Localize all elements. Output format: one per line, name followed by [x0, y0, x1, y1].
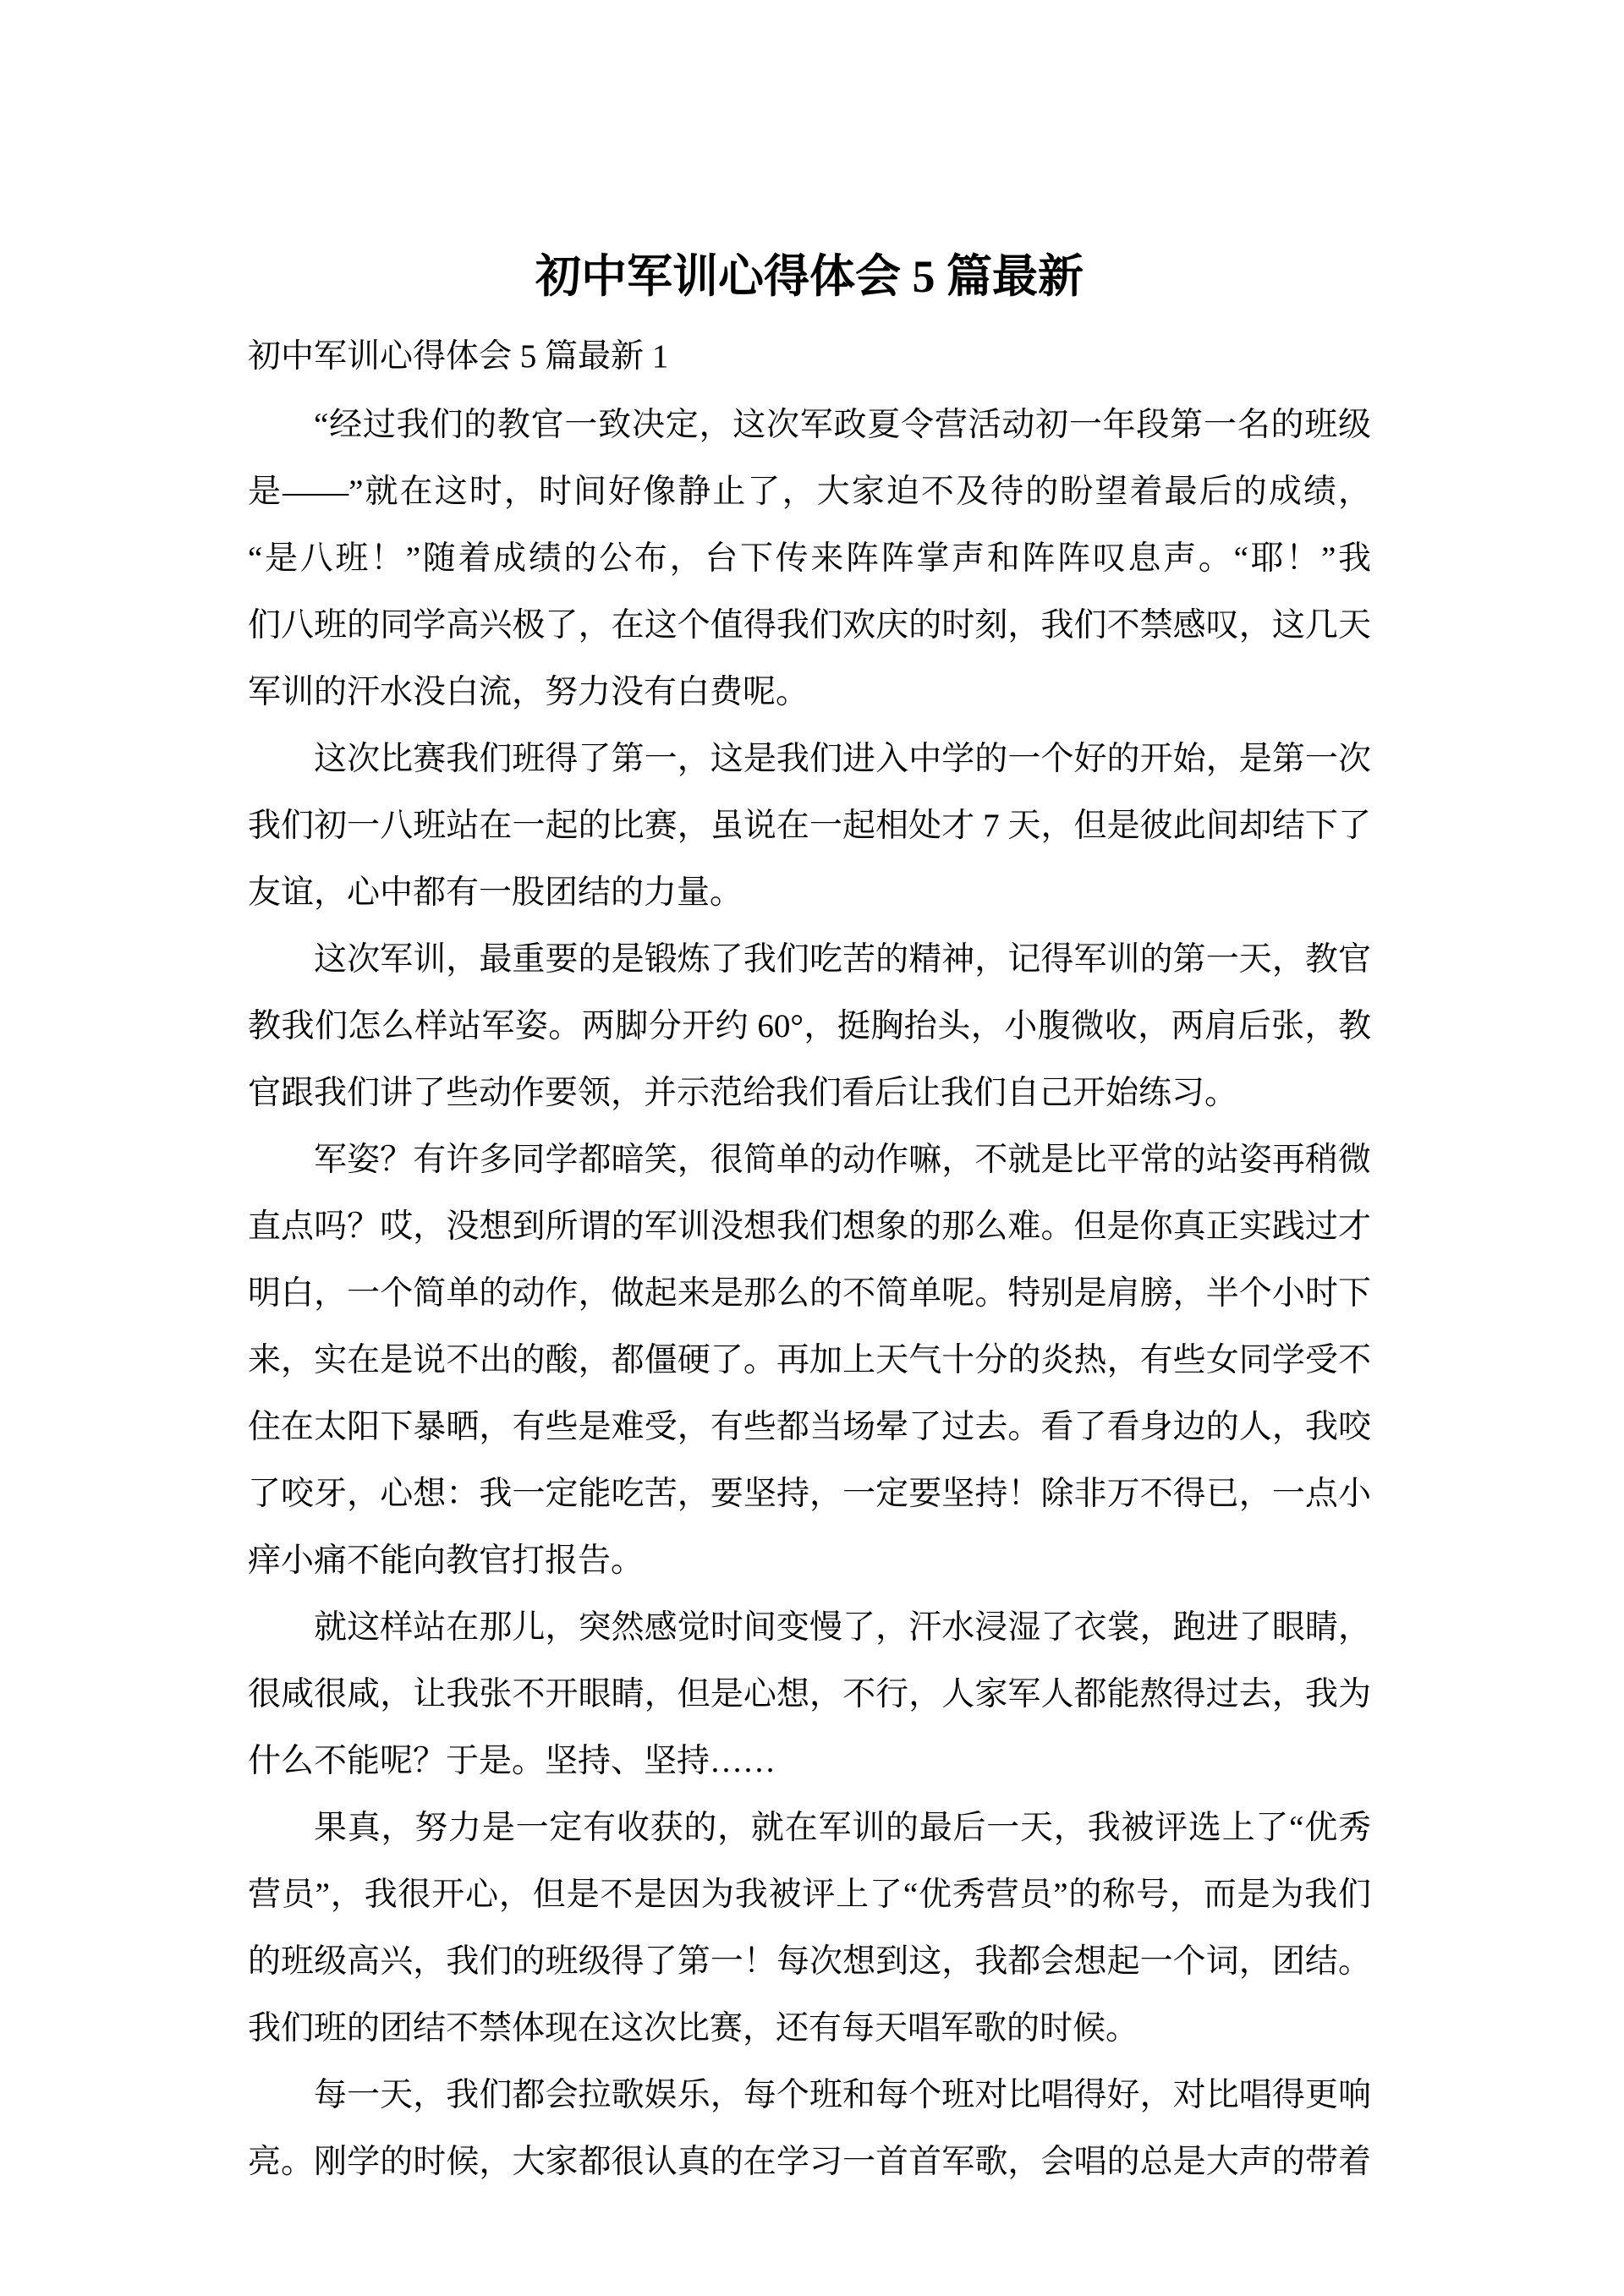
paragraph-line: 很咸很咸，让我张不开眼睛，但是心想，不行，人家军人都能熬得过去，我为 — [248, 1676, 1371, 1712]
paragraph-line: 营员”，我很开心，但是不是因为我被评上了“优秀营员”的称号，而是为我们 — [248, 1877, 1371, 1913]
paragraph-line: 痒小痛不能向教官打报告。 — [248, 1543, 645, 1579]
paragraph-line: 我们班的团结不禁体现在这次比赛，还有每天唱军歌的时候。 — [248, 2010, 1139, 2047]
paragraph-line: 亮。刚学的时候，大家都很认真的在学习一首首军歌，会唱的总是大声的带着 — [248, 2144, 1371, 2180]
paragraph-line: 是——”就在这时，时间好像静止了，大家迫不及待的盼望着最后的成绩， — [248, 474, 1371, 510]
paragraph-7 — [248, 2062, 1371, 2195]
paragraph-line: 官跟我们讲了些动作要领，并示范给我们看后让我们自己开始练习。 — [248, 1075, 1238, 1111]
section-heading: 初中军训心得体会 5 篇最新 1 — [248, 338, 669, 375]
paragraph-line: 明白，一个简单的动作，做起来是那么的不简单呢。特别是肩膀，半个小时下 — [248, 1275, 1371, 1312]
paragraph-line: 们八班的同学高兴极了，在这个值得我们欢庆的时刻，我们不禁感叹，这几天 — [248, 607, 1371, 644]
paragraph-6 — [248, 1795, 1371, 2062]
paragraph-line: 就这样站在那儿，突然感觉时间变慢了，汗水浸湿了衣裳，跑进了眼睛， — [314, 1609, 1371, 1646]
paragraph-line: 教我们怎么样站军姿。两脚分开约 60°，挺胸抬头，小腹微收，两肩后张，教 — [248, 1008, 1371, 1044]
paragraph-line: 什么不能呢？于是。坚持、坚持…… — [248, 1743, 776, 1779]
paragraph-line: “经过我们的教官一致决定，这次军政夏令营活动初一年段第一名的班级 — [314, 407, 1371, 443]
paragraph-line: 这次比赛我们班得了第一，这是我们进入中学的一个好的开始，是第一次 — [314, 741, 1371, 777]
paragraph-line: 了咬牙，心想：我一定能吃苦，要坚持，一定要坚持！除非万不得已，一点小 — [248, 1476, 1371, 1512]
paragraph-3 — [248, 926, 1371, 1126]
paragraph-line: 直点吗？哎，没想到所谓的军训没想我们想象的那么难。但是你真正实践过才 — [248, 1208, 1371, 1245]
paragraph-line: 的班级高兴，我们的班级得了第一！每次想到这，我都会想起一个词，团结。 — [248, 1943, 1371, 1980]
paragraph-line: “是八班！”随着成绩的公布，台下传来阵阵掌声和阵阵叹息声。“耶！”我 — [248, 540, 1371, 577]
paragraph-line: 这次军训，最重要的是锻炼了我们吃苦的精神，记得军训的第一天，教官 — [314, 941, 1371, 978]
paragraph-5 — [248, 1594, 1371, 1795]
paragraph-line: 我们初一八班站在一起的比赛，虽说在一起相处才 7 天，但是彼此间却结下了 — [248, 808, 1371, 844]
paragraph-line: 友谊，心中都有一股团结的力量。 — [248, 874, 743, 911]
paragraph-line: 住在太阳下暴晒，有些是难受，有些都当场晕了过去。看了看身边的人，我咬 — [248, 1409, 1371, 1445]
paragraph-line: 军训的汗水没白流，努力没有白费呢。 — [248, 674, 809, 710]
paragraph-line: 军姿？有许多同学都暗笑，很简单的动作嘛，不就是比平常的站姿再稍微 — [314, 1142, 1371, 1178]
paragraph-line: 每一天，我们都会拉歌娱乐，每个班和每个班对比唱得好，对比唱得更响 — [314, 2077, 1371, 2113]
paragraph-line: 果真，努力是一定有收获的，就在军训的最后一天，我被评选上了“优秀 — [314, 1810, 1371, 1846]
paragraph-1 — [248, 392, 1371, 726]
paragraph-2 — [248, 726, 1371, 926]
document-page — [248, 244, 1371, 2195]
paragraph-4 — [248, 1126, 1371, 1594]
paragraph-line: 来，实在是说不出的酸，都僵硬了。再加上天气十分的炎热，有些女同学受不 — [248, 1342, 1371, 1378]
page-title: 初中军训心得体会 5 篇最新 — [535, 251, 1084, 302]
